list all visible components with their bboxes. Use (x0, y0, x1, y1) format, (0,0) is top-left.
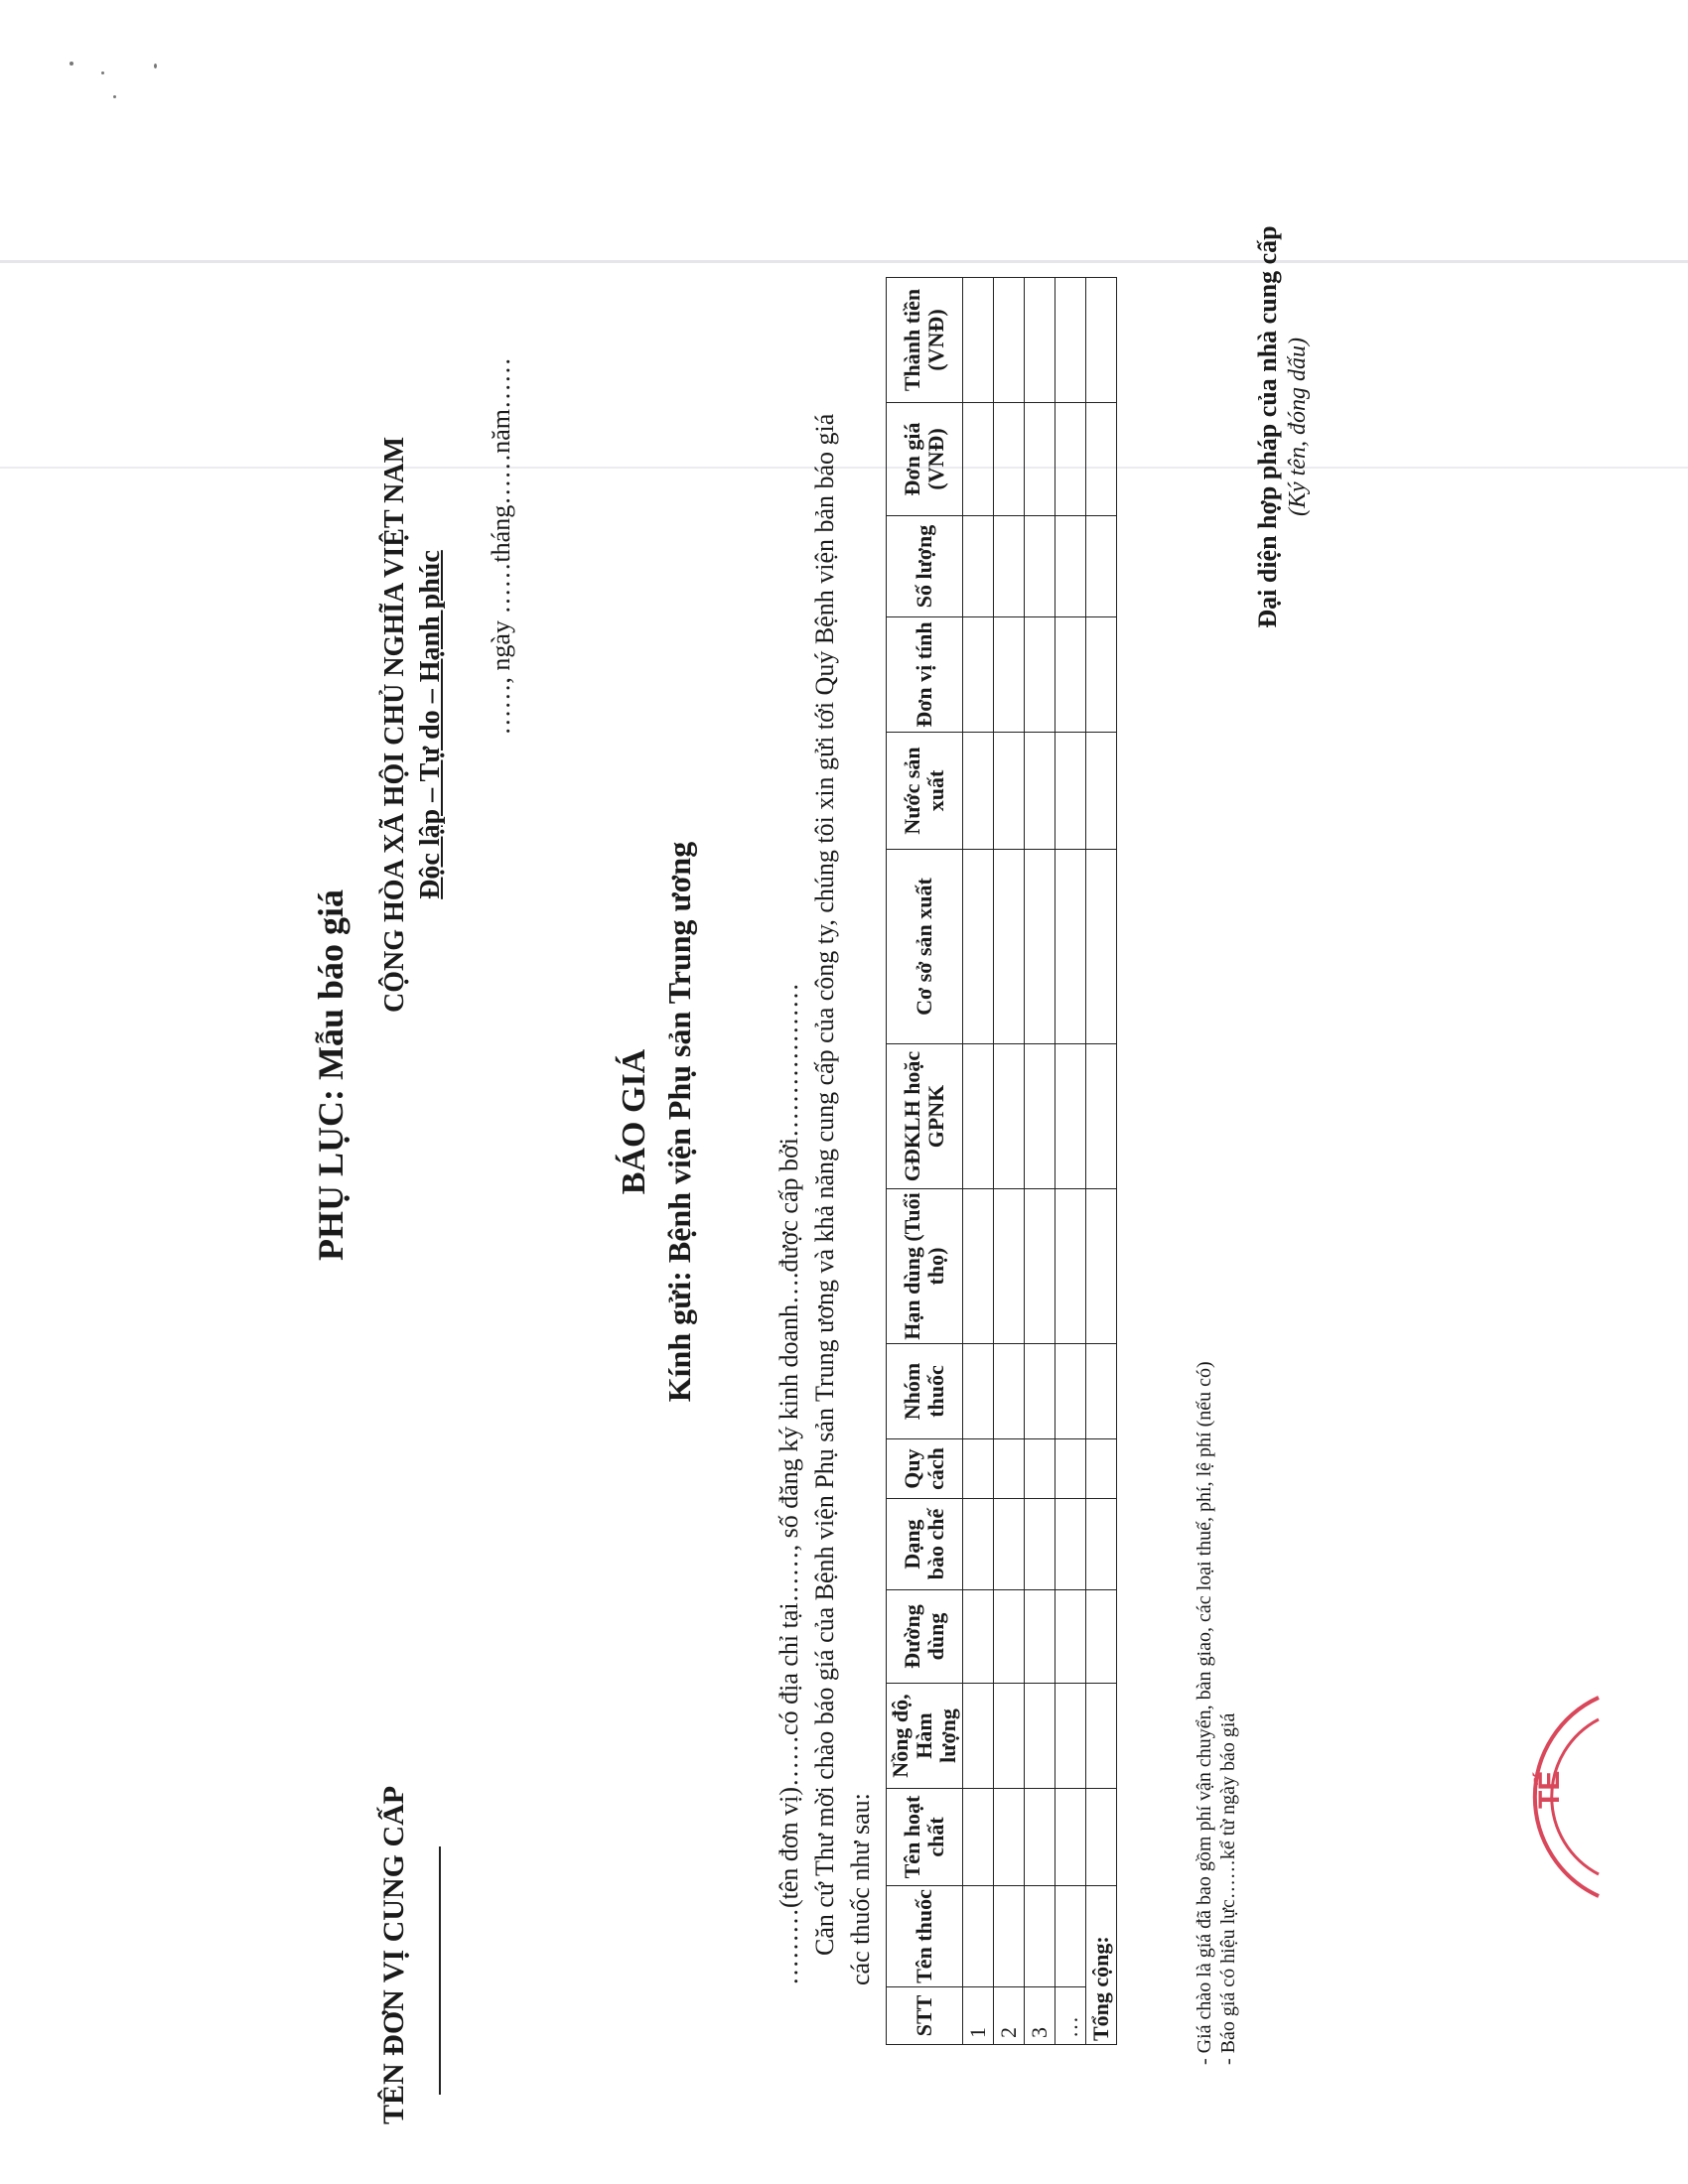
table-cell (994, 1684, 1025, 1789)
scan-speck (113, 95, 116, 98)
intro-paragraph-line: ………(tên đơn vị)……có địa chỉ tại……, số đăng ký kinh doanh….được cấp bởi……………… (774, 983, 803, 1985)
red-stamp-fragment (1410, 1668, 1609, 1926)
table-cell (994, 1886, 1025, 1987)
row-number: 2 (994, 1987, 1025, 2045)
table-header-row (887, 278, 963, 2045)
table-cell (1055, 733, 1086, 850)
table-cell (1086, 1499, 1117, 1590)
table-cell (963, 516, 994, 617)
column-header: Dạng bào chế (887, 1499, 963, 1590)
row-number: 1 (963, 1987, 994, 2045)
date-line: ……, ngày ……tháng……năm…… (487, 357, 515, 736)
column-header: Cơ sở sản xuất (887, 850, 963, 1044)
table-cell (963, 403, 994, 516)
table-cell (1025, 516, 1055, 617)
column-header: Quy cách (887, 1439, 963, 1499)
table-cell (1055, 1499, 1086, 1590)
column-header: Nhóm thuốc (887, 1344, 963, 1439)
table-cell (994, 403, 1025, 516)
table-cell (1025, 1189, 1055, 1344)
column-header: Số lượng (887, 516, 963, 617)
representative-subtitle: (Ký tên, đóng dấu) (1285, 338, 1311, 516)
table-cell (1055, 1344, 1086, 1439)
scan-speck (70, 62, 73, 66)
table-cell (1086, 278, 1117, 403)
table-cell (1025, 403, 1055, 516)
column-header: Tên hoạt chất (887, 1789, 963, 1886)
table-cell (1055, 1189, 1086, 1344)
table-cell (1025, 1590, 1055, 1684)
table-cell (963, 617, 994, 733)
row-number: 3 (1025, 1987, 1055, 2045)
column-header: GĐKLH hoặc GPNK (887, 1044, 963, 1189)
table-row (994, 278, 1025, 2045)
table-cell (1055, 516, 1086, 617)
table-cell (994, 278, 1025, 403)
table-cell (963, 733, 994, 850)
table-cell (1055, 403, 1086, 516)
table-cell (994, 733, 1025, 850)
table-cell (963, 1590, 994, 1684)
table-cell (1025, 850, 1055, 1044)
table-cell (1055, 850, 1086, 1044)
table-cell (1055, 1789, 1086, 1886)
table-cell (994, 1499, 1025, 1590)
table-cell (1055, 1439, 1086, 1499)
table-cell (1086, 1189, 1117, 1344)
note-line: - Giá chào là giá đã bao gồm phí vận chuyển, bàn giao, các loại thuế, phí, lệ phí (nếu có) (1194, 1361, 1215, 2065)
note-line: - Báo giá có hiệu lực……kể từ ngày báo giá (1217, 1712, 1239, 2065)
table-cell (1086, 1344, 1117, 1439)
intro-paragraph-line: Căn cứ Thư mời chào báo giá của Bệnh viện Phụ sản Trung ương và khả năng cung cấp của công ty, chúng tôi xin gửi tới Quý Bệnh viện bản báo giá (810, 413, 839, 1956)
scan-speck (154, 64, 157, 68)
row-number: … (1055, 1987, 1086, 2045)
table-cell (963, 1886, 994, 1987)
table-cell (1086, 1044, 1117, 1189)
column-header: Đường dùng (887, 1590, 963, 1684)
table-cell (1055, 1590, 1086, 1684)
table-cell (1025, 733, 1055, 850)
table-cell (1086, 1789, 1117, 1886)
table-cell (963, 1044, 994, 1189)
table-cell (1055, 1684, 1086, 1789)
table-cell (1086, 1684, 1117, 1789)
document-title: BÁO GIÁ (616, 1048, 652, 1195)
table-cell (1055, 278, 1086, 403)
stamp-text: TẾ (1533, 1770, 1566, 1809)
table-cell (1086, 1439, 1117, 1499)
column-header: Tên thuốc (887, 1886, 963, 1987)
table-cell (963, 278, 994, 403)
table-cell (1025, 1344, 1055, 1439)
table-cell (1086, 617, 1117, 733)
column-header: Đơn vị tính (887, 617, 963, 733)
table-cell (1086, 850, 1117, 1044)
table-cell (1086, 1590, 1117, 1684)
table-cell (1086, 403, 1117, 516)
national-motto (413, 318, 449, 1132)
table-cell (963, 850, 994, 1044)
table-cell (1055, 617, 1086, 733)
nation-name: CỘNG HÒA XÃ HỘI CHỦ NGHĨA VIỆT NAM (379, 436, 410, 1014)
table-cell (1055, 1886, 1086, 1987)
table-cell (963, 1684, 994, 1789)
table-cell (994, 1590, 1025, 1684)
table-cell (963, 1189, 994, 1344)
representative-title: Đại diện hợp pháp của nhà cung cấp (1253, 225, 1282, 628)
table-cell (1086, 733, 1117, 850)
column-header: Nước sản xuất (887, 733, 963, 850)
table-cell (1025, 278, 1055, 403)
table-row (1025, 278, 1055, 2045)
table-cell (1025, 1044, 1055, 1189)
table-cell (963, 1789, 994, 1886)
table-cell (994, 516, 1025, 617)
table-cell (1086, 516, 1117, 617)
quotation-table (886, 277, 1117, 2045)
table-cell (994, 1189, 1025, 1344)
table-cell (994, 850, 1025, 1044)
table-cell (1025, 617, 1055, 733)
table-cell (1055, 1044, 1086, 1189)
table-cell (994, 617, 1025, 733)
table-cell (1025, 1789, 1055, 1886)
appendix-title: PHỤ LỤC: Mẫu báo giá (311, 888, 351, 1261)
quotation-sheet (119, 109, 1566, 2124)
column-header: Hạn dùng (Tuổi thọ) (887, 1189, 963, 1344)
supplier-underline (439, 1846, 441, 2095)
table-total-row (1086, 278, 1117, 2045)
table-cell (1025, 1499, 1055, 1590)
table-cell (994, 1439, 1025, 1499)
total-label: Tổng cộng: (1086, 1886, 1117, 2045)
table-row (1055, 278, 1086, 2045)
scan-speck (101, 71, 104, 74)
recipient-line: Kính gửi: Bệnh viện Phụ sản Trung ương (661, 841, 697, 1403)
column-header: STT (887, 1987, 963, 2045)
table-cell (1025, 1684, 1055, 1789)
table-cell (963, 1344, 994, 1439)
supplier-name-heading: TÊN ĐƠN VỊ CUNG CẤP (377, 1785, 410, 2124)
table-cell (1025, 1439, 1055, 1499)
intro-paragraph-line: các thuốc như sau: (846, 1793, 875, 1985)
column-header: Thành tiền (VNĐ) (887, 278, 963, 403)
table-cell (994, 1789, 1025, 1886)
table-cell (1025, 1886, 1055, 1987)
table-row (963, 278, 994, 2045)
table-cell (994, 1344, 1025, 1439)
table-cell (994, 1044, 1025, 1189)
table-cell (963, 1439, 994, 1499)
column-header: Đơn giá (VNĐ) (887, 403, 963, 516)
national-header (377, 318, 449, 1132)
table-cell (963, 1499, 994, 1590)
motto-text: Độc lập – Tự do – Hạnh phúc (415, 550, 446, 899)
column-header: Nồng độ, Hàm lượng (887, 1684, 963, 1789)
